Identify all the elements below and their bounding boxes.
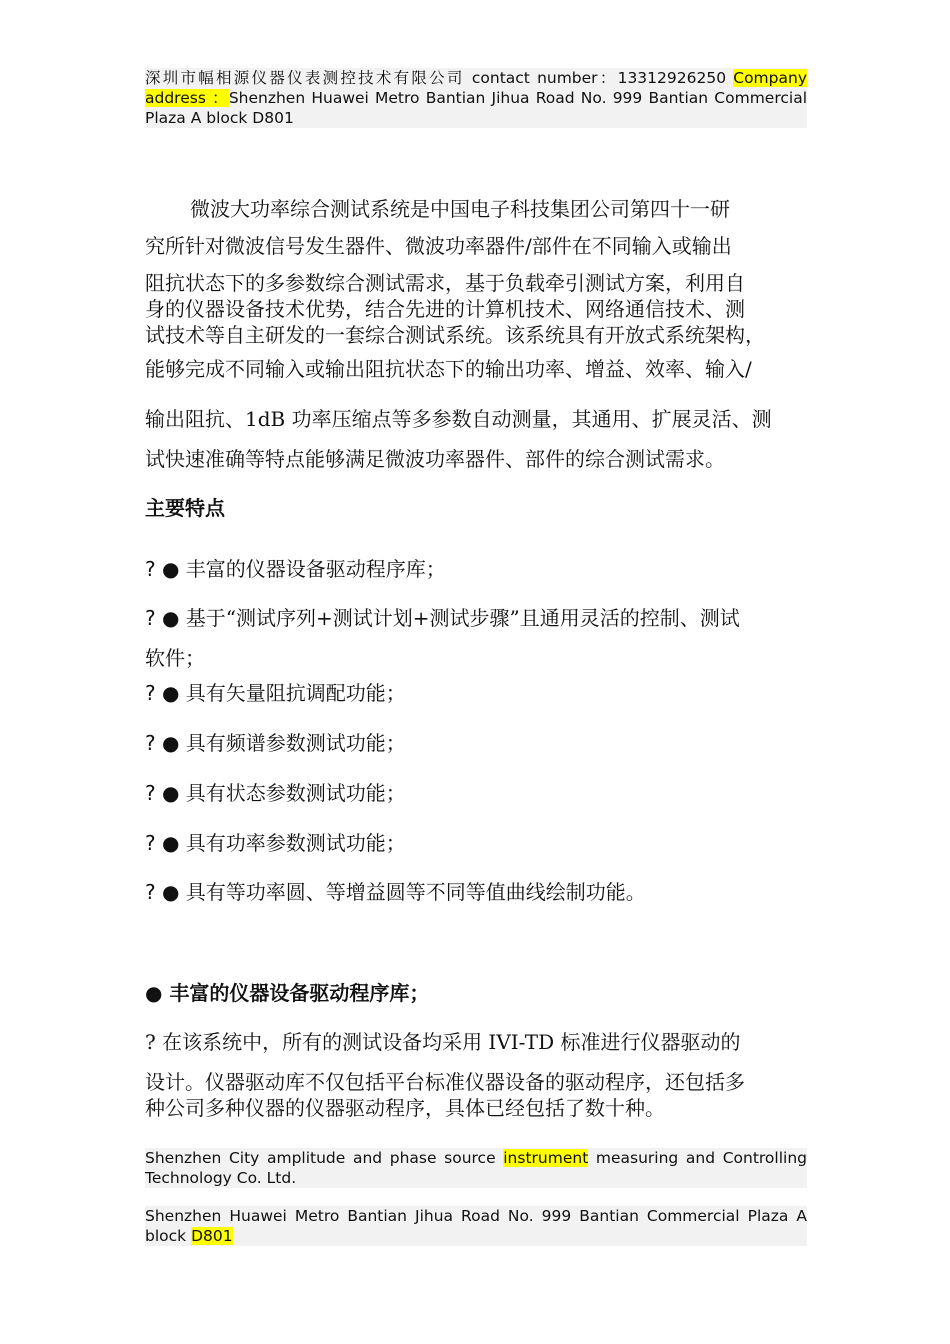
bullet-icon: ● xyxy=(161,557,180,581)
section-line-1: ? 在该系统中，所有的测试设备均采用 IVI-TD 标准进行仪器驱动的 xyxy=(145,1030,741,1054)
bullet-icon: ● xyxy=(161,781,180,805)
intro-line-1: 微波大功率综合测试系统是中国电子科技集团公司第四十一研 xyxy=(190,197,730,221)
bullet-icon: ● xyxy=(161,731,180,755)
contact-number: contact number：13312926250 xyxy=(464,69,734,87)
bullet-icon: ● xyxy=(161,681,180,705)
intro-line-4: 身的仪器设备技术优势，结合先进的计算机技术、网络通信技术、测 xyxy=(145,297,745,321)
footer-company: Shenzhen City amplitude and phase source instrument measuring and Controlling Technology Co. Ltd. xyxy=(145,1149,808,1187)
intro-line-5: 试技术等自主研发的一套综合测试系统。该系统具有开放式系统架构， xyxy=(145,323,765,347)
intro-line-3: 阻抗状态下的多参数综合测试需求，基于负载牵引测试方案，利用自 xyxy=(145,271,745,295)
intro-line-7: 输出阻抗、1dB 功率压缩点等多参数自动测量，其通用、扩展灵活、测 xyxy=(145,407,772,431)
feature-item-6: ? ● 具有功率参数测试功能； xyxy=(145,831,406,855)
page-header xyxy=(145,68,807,128)
footer-address: Shenzhen Huawei Metro Bantian Jihua Road No. 999 Bantian Commercial Plaza A block D801 xyxy=(145,1207,807,1245)
footer-address-highlight: D801 xyxy=(191,1227,233,1245)
intro-line-8: 试快速准确等特点能够满足微波功率器件、部件的综合测试需求。 xyxy=(145,447,725,471)
feature-item-4: ? ● 具有频谱参数测试功能； xyxy=(145,731,406,755)
feature-item-3: ? ● 具有矢量阻抗调配功能； xyxy=(145,681,406,705)
footer-highlight: instrument xyxy=(503,1149,589,1167)
bullet-icon: ● xyxy=(161,880,180,904)
section-line-3: 种公司多种仪器的仪器驱动程序，具体已经包括了数十种。 xyxy=(145,1096,665,1120)
intro-line-6: 能够完成不同输入或输出阻抗状态下的输出功率、增益、效率、输入/ xyxy=(145,357,752,381)
features-heading: 主要特点 xyxy=(145,496,225,520)
bullet-icon: ● xyxy=(161,606,180,630)
bullet-icon: ● xyxy=(161,831,180,855)
company-address-label: Company address ： xyxy=(145,69,807,107)
feature-item-7: ? ● 具有等功率圆、等增益圆等不同等值曲线绘制功能。 xyxy=(145,880,646,904)
feature-item-5: ? ● 具有状态参数测试功能； xyxy=(145,781,406,805)
section-line-2: 设计。仪器驱动库不仅包括平台标准仪器设备的驱动程序，还包括多 xyxy=(145,1070,745,1094)
company-name-cn: 深圳市幅相源仪器仪表测控技术有限公司 xyxy=(145,69,465,87)
company-address: Shenzhen Huawei Metro Bantian Jihua Road No. 999 Bantian Commercial Plaza A block D801 xyxy=(145,89,807,127)
feature-item-1: ? ● 丰富的仪器设备驱动程序库； xyxy=(145,557,446,581)
section-heading: ● 丰富的仪器设备驱动程序库； xyxy=(145,981,430,1005)
intro-line-2: 究所针对微波信号发生器件、微波功率器件/部件在不同输入或输出 xyxy=(145,234,732,258)
feature-item-2-cont: 软件； xyxy=(145,646,205,670)
feature-item-2: ? ● 基于“测试序列+测试计划+测试步骤”且通用灵活的控制、测试 xyxy=(145,606,740,630)
